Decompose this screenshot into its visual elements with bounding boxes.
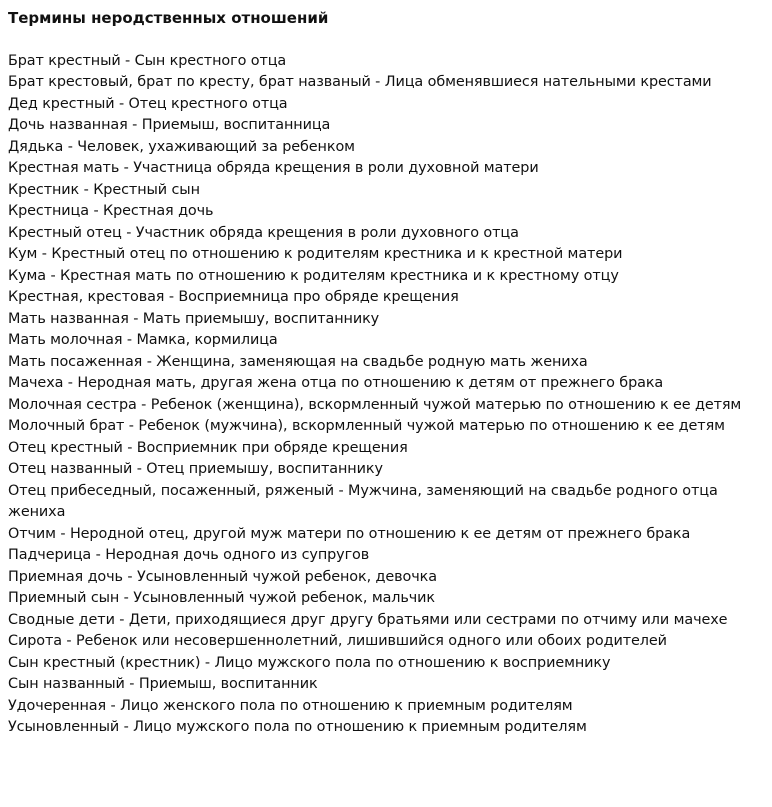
term-entry: Крестница - Крестная дочь xyxy=(8,203,214,219)
term-entry: Дед крестный - Отец крестного отца xyxy=(8,95,288,112)
document-title: Термины неродственных отношений xyxy=(8,9,329,27)
term-entry: Падчерица - Неродная дочь одного из супругов xyxy=(8,547,370,563)
term-entry: Крестный отец - Участник обряда крещения в роли духовного отца xyxy=(8,224,519,241)
term-entry: Крестная мать - Участница обряда крещения в роли духовной матери xyxy=(8,160,539,176)
term-entry: Приемный сын - Усыновленный чужой ребенок, мальчик xyxy=(8,590,436,606)
term-entry: Мать названная - Мать приемышу, воспитаннику xyxy=(8,310,380,327)
term-entry: Отец крестный - Восприемник при обряде крещения xyxy=(8,439,408,456)
term-entry: Усыновленный - Лицо мужского пола по отношению к приемным родителям xyxy=(8,719,587,735)
term-entry: Сын крестный (крестник) - Лицо мужского пола по отношению к восприемнику xyxy=(8,654,611,671)
term-list xyxy=(8,51,748,739)
term-entry: Отчим - Неродной отец, другой муж матери по отношению к ее детям от прежнего брака xyxy=(8,525,691,542)
term-entry: Сводные дети - Дети, приходящиеся друг другу братьями или сестрами по отчиму или мачехе xyxy=(8,611,728,628)
term-entry: Сирота - Ребенок или несовершеннолетний, лишившийся одного или обоих родителей xyxy=(8,633,667,649)
term-entry: Крестник - Крестный сын xyxy=(8,181,200,198)
term-entry: Мачеха - Неродная мать, другая жена отца по отношению к детям от прежнего брака xyxy=(8,375,664,391)
term-entry: Молочная сестра - Ребенок (женщина), вскормленный чужой матерью по отношению к ее детям xyxy=(8,396,742,413)
term-entry: Крестная, крестовая - Восприемница про обряде крещения xyxy=(8,289,459,305)
term-entry: Молочный брат - Ребенок (мужчина), вскормленный чужой матерью по отношению к ее детям xyxy=(8,418,725,434)
term-entry: Брат крестовый, брат по кресту, брат названый - Лица обменявшиеся нательными крестами xyxy=(8,74,712,90)
term-entry: Дочь названная - Приемыш, воспитанница xyxy=(8,117,331,133)
term-entry: Кума - Крестная мать по отношению к родителям крестника и к крестному отцу xyxy=(8,267,619,284)
term-entry: Брат крестный - Сын крестного отца xyxy=(8,52,287,69)
term-entry: Кум - Крестный отец по отношению к родителям крестника и к крестной матери xyxy=(8,246,623,262)
term-entry: Отец прибеседный, посаженный, ряженый - Мужчина, заменяющий на свадьбе родного отца жениха xyxy=(8,482,718,520)
term-entry: Удочеренная - Лицо женского пола по отношению к приемным родителям xyxy=(8,697,573,714)
blank-line xyxy=(8,29,764,51)
term-entry: Сын названный - Приемыш, воспитанник xyxy=(8,676,318,692)
term-entry: Отец названный - Отец приемышу, воспитаннику xyxy=(8,461,383,477)
term-entry: Мать посаженная - Женщина, заменяющая на свадьбе родную мать жениха xyxy=(8,353,588,370)
term-entry: Мать молочная - Мамка, кормилица xyxy=(8,332,278,348)
term-entry: Дядька - Человек, ухаживающий за ребенком xyxy=(8,138,355,155)
term-entry: Приемная дочь - Усыновленный чужой ребенок, девочка xyxy=(8,568,437,585)
